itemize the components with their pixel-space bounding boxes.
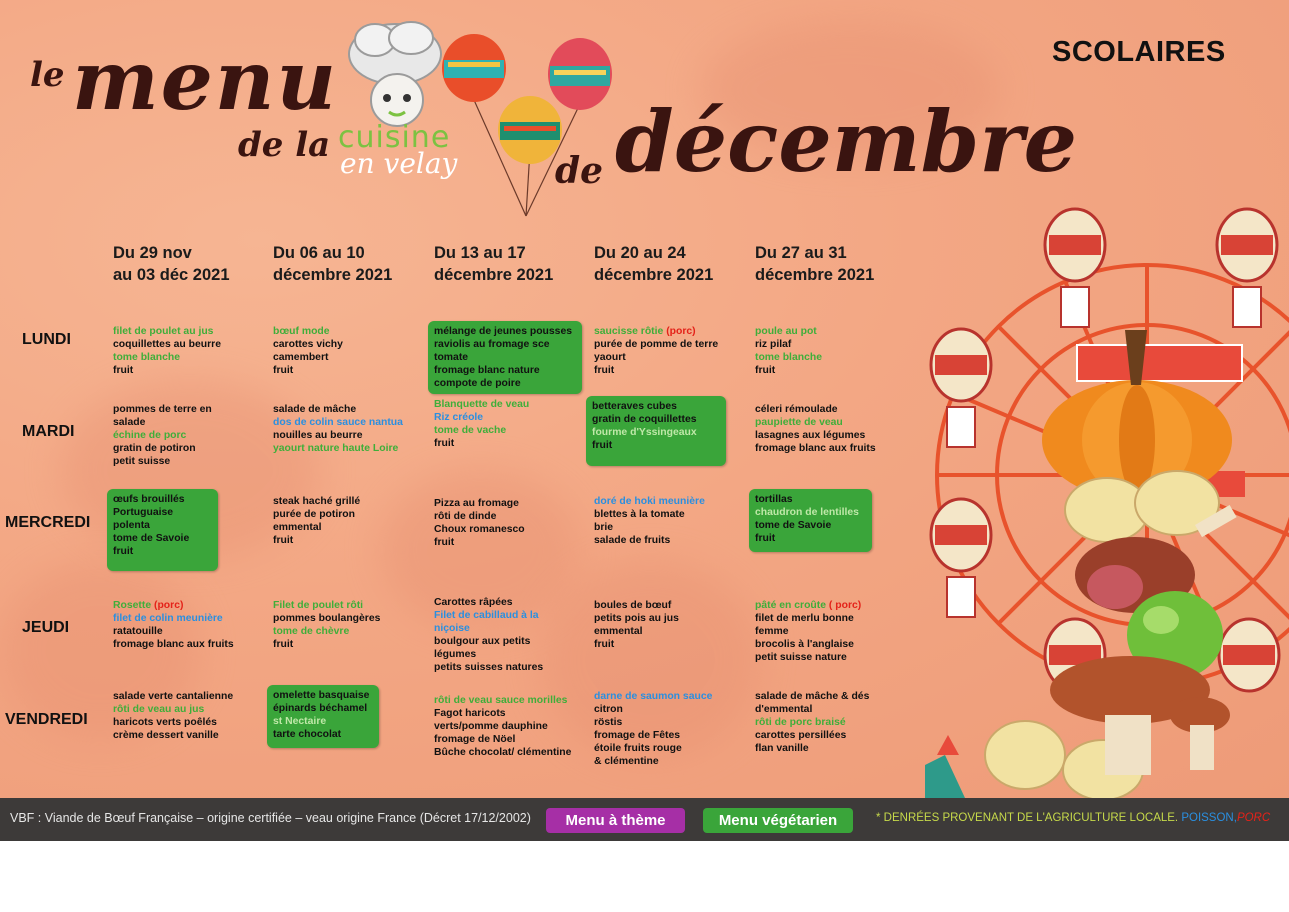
menu-cell-mercredi-w5 <box>749 489 872 552</box>
menu-item: Carottes râpées <box>434 597 513 608</box>
chef-mascot-icon <box>345 18 445 128</box>
menu-item: rôti de veau au jus <box>113 704 205 715</box>
brand-cuisine: cuisine <box>338 120 451 155</box>
week-header-4: Du 20 au 24 décembre 2021 <box>594 244 714 284</box>
menu-item: yaourt nature haute Loire <box>273 443 399 454</box>
day-label-lundi: LUNDI <box>22 331 71 348</box>
menu-item: fruit <box>273 535 294 546</box>
menu-item: purée de potiron <box>273 509 355 520</box>
menu-vegetarian-legend: Menu végétarien <box>703 808 853 833</box>
menu-item: emmental <box>594 626 643 637</box>
menu-item: doré de hoki meunière <box>594 496 705 507</box>
menu-item: coquillettes au beurre <box>113 339 221 350</box>
menu-item: omelette basquaise <box>273 690 370 701</box>
menu-item: œufs brouillés <box>113 494 185 505</box>
menu-item: fruit <box>273 639 294 650</box>
menu-item: dos de colin sauce nantua <box>273 417 403 428</box>
menu-item: steak haché grillé <box>273 496 361 507</box>
menu-item: verts/pomme dauphine <box>434 721 548 732</box>
menu-item: st Nectaire <box>273 716 327 727</box>
menu-item: boules de bœuf <box>594 600 672 611</box>
menu-item: poule au pot <box>755 326 817 337</box>
audience-label: SCOLAIRES <box>1052 36 1226 68</box>
day-label-mardi: MARDI <box>22 423 75 440</box>
menu-item: Choux romanesco <box>434 524 525 535</box>
menu-item: camembert <box>273 352 329 363</box>
menu-item: emmental <box>273 522 322 533</box>
menu-item: citron <box>594 704 623 715</box>
menu-item: pâté en croûte ( porc) <box>755 600 862 611</box>
menu-item: purée de pomme de terre <box>594 339 719 350</box>
menu-item: brie <box>594 522 614 533</box>
menu-item: salade de mâche <box>273 404 357 415</box>
menu-item: mélange de jeunes pousses <box>434 326 573 337</box>
menu-item: salade verte cantalienne <box>113 691 234 702</box>
day-label-vendredi: VENDREDI <box>5 711 88 728</box>
menu-item: fruit <box>594 639 615 650</box>
menu-item: pommes de terre en <box>113 404 212 415</box>
menu-cell-jeudi-w4 <box>594 599 679 651</box>
menu-cell-mardi-w5 <box>755 403 876 455</box>
pork-legend: PORC <box>1236 812 1271 824</box>
menu-item: petit suisse <box>113 456 171 467</box>
menu-item: tome blanche <box>755 352 822 363</box>
menu-item: Blanquette de veau <box>434 399 530 410</box>
menu-item: crème dessert vanille <box>113 730 219 741</box>
menu-item: fruit <box>113 365 134 376</box>
menu-cell-vendredi-w5 <box>755 690 869 755</box>
menu-item: fromage blanc aux fruits <box>113 639 234 650</box>
menu-item: tomate <box>434 352 469 363</box>
menu-item: petits suisses natures <box>434 662 544 673</box>
menu-item: Bûche chocolat/ clémentine <box>434 747 572 758</box>
menu-cell-vendredi-w4 <box>594 690 712 768</box>
title-de-la: de la <box>238 125 331 165</box>
menu-item: bœuf mode <box>273 326 330 337</box>
menu-cell-lundi-w1 <box>113 325 221 377</box>
menu-item: carottes persillées <box>755 730 847 741</box>
title-month: décembre <box>615 92 1078 191</box>
menu-cell-vendredi-w2 <box>267 685 379 748</box>
menu-cell-lundi-w5 <box>755 325 822 377</box>
menu-item: ratatouille <box>113 626 163 637</box>
menu-item: épinards béchamel <box>273 703 368 714</box>
menu-item: rôti de dinde <box>434 511 497 522</box>
day-label-mercredi: MERCREDI <box>5 514 91 531</box>
menu-item: brocolis à l'anglaise <box>755 639 854 650</box>
menu-item: yaourt <box>594 352 626 363</box>
menu-cell-vendredi-w3 <box>434 694 571 759</box>
menu-item: saucisse rôtie (porc) <box>594 326 696 337</box>
menu-item: Filet de poulet rôti <box>273 600 364 611</box>
title-menu: menu <box>72 33 339 129</box>
menu-item: fromage de Nöel <box>434 734 516 745</box>
menu-item: blettes à la tomate <box>594 509 685 520</box>
menu-cell-jeudi-w1 <box>113 599 234 651</box>
menu-item: salade de mâche & dés <box>755 691 870 702</box>
menu-item: fruit <box>113 546 134 557</box>
menu-item: boulgour aux petits <box>434 636 531 647</box>
menu-item: femme <box>755 626 789 637</box>
menu-item: lasagnes aux légumes <box>755 430 866 441</box>
brand-en-velay: en velay <box>340 147 458 180</box>
menu-item: Fagot haricots <box>434 708 506 719</box>
menu-cell-mercredi-w1 <box>107 489 218 571</box>
menu-item: fromage blanc nature <box>434 365 540 376</box>
menu-item: gratin de potiron <box>113 443 196 454</box>
menu-item: flan vanille <box>755 743 809 754</box>
menu-item: polenta <box>113 520 150 531</box>
menu-item: raviolis au fromage sce <box>434 339 550 350</box>
menu-item: chaudron de lentilles <box>755 507 859 518</box>
menu-item: haricots verts poêlés <box>113 717 217 728</box>
menu-cell-mercredi-w4 <box>594 495 705 547</box>
menu-item: tarte chocolat <box>273 729 342 740</box>
menu-item: rôti de porc braisé <box>755 717 846 728</box>
menu-cell-vendredi-w1 <box>113 690 233 742</box>
menu-cell-mardi-w1 <box>113 403 212 468</box>
fish-legend: POISSON, <box>1181 812 1237 824</box>
menu-item: céleri rémoulade <box>755 404 838 415</box>
menu-item: darne de saumon sauce <box>594 691 713 702</box>
menu-item: fromage de Fêtes <box>594 730 681 741</box>
menu-item: salade de fruits <box>594 535 671 546</box>
menu-cell-mardi-w3 <box>434 398 529 450</box>
menu-theme-legend: Menu à thème <box>546 808 685 833</box>
menu-item: fruit <box>755 365 776 376</box>
menu-item: Portuguaise <box>113 507 174 518</box>
local-note: * DENRÉES PROVENANT DE L'AGRICULTURE LOCALE. <box>876 812 1179 824</box>
menu-item: gratin de coquillettes <box>592 414 697 425</box>
menu-item: filet de poulet au jus <box>113 326 214 337</box>
menu-cell-jeudi-w3 <box>434 596 543 674</box>
menu-cell-jeudi-w5 <box>755 599 861 664</box>
day-label-jeudi: JEUDI <box>22 619 70 636</box>
menu-item: fruit <box>434 438 455 449</box>
menu-item: légumes <box>434 649 477 660</box>
menu-item: compote de poire <box>434 378 521 389</box>
menu-item: paupiette de veau <box>755 417 843 428</box>
menu-item: riz pilaf <box>755 339 792 350</box>
menu-item: filet de merlu bonne <box>755 613 854 624</box>
menu-item: rôti de veau sauce morilles <box>434 695 568 706</box>
menu-item: Riz créole <box>434 412 484 423</box>
menu-item: fruit <box>273 365 294 376</box>
menu-item: tome de Savoie <box>755 520 832 531</box>
menu-item: niçoise <box>434 623 470 634</box>
menu-item: betteraves cubes <box>592 401 677 412</box>
week-header-3: Du 13 au 17 décembre 2021 <box>434 244 554 284</box>
menu-item: filet de colin meunière <box>113 613 223 624</box>
menu-item: fruit <box>592 440 613 451</box>
menu-item: échine de porc <box>113 430 187 441</box>
footer-bar <box>0 798 1289 841</box>
menu-item: fourme d'Yssingeaux <box>592 427 697 438</box>
menu-cell-mercredi-w2 <box>273 495 360 547</box>
menu-cell-mardi-w2 <box>273 403 403 455</box>
menu-item: tome de Savoie <box>113 533 190 544</box>
menu-cell-jeudi-w2 <box>273 599 380 651</box>
menu-item: röstis <box>594 717 623 728</box>
menu-item: fruit <box>755 533 776 544</box>
menu-item: & clémentine <box>594 756 659 767</box>
menu-item: Filet de cabillaud à la <box>434 610 539 621</box>
menu-item: Rosette (porc) <box>113 600 184 611</box>
menu-item: salade <box>113 417 146 428</box>
menu-item: tome de vache <box>434 425 507 436</box>
menu-item: pommes boulangères <box>273 613 381 624</box>
title-de: de <box>555 150 604 192</box>
menu-item: Pizza au fromage <box>434 498 519 509</box>
week-header-2: Du 06 au 10 décembre 2021 <box>273 244 393 284</box>
menu-item: carottes vichy <box>273 339 343 350</box>
menu-cell-lundi-w4 <box>594 325 718 377</box>
title-le: le <box>30 55 65 95</box>
menu-item: étoile fruits rouge <box>594 743 682 754</box>
menu-item: fruit <box>434 537 455 548</box>
menu-item: fromage blanc aux fruits <box>755 443 876 454</box>
menu-cell-mercredi-w3 <box>434 497 525 549</box>
menu-item: tome de chèvre <box>273 626 350 637</box>
balloon-gondola <box>1045 209 1105 327</box>
menu-cell-lundi-w3 <box>428 321 582 394</box>
menu-cell-lundi-w2 <box>273 325 343 377</box>
menu-item: petit suisse nature <box>755 652 847 663</box>
menu-item: petits pois au jus <box>594 613 679 624</box>
vbf-note: VBF : Viande de Bœuf Française – origine certifiée – veau origine France (Décret 17/12/2002) <box>10 811 531 825</box>
menu-item: nouilles au beurre <box>273 430 363 441</box>
menu-cell-mardi-w4 <box>586 396 726 466</box>
menu-item: tortillas <box>755 494 793 505</box>
local-agriculture-legend <box>876 812 1270 824</box>
ferris-wheel-icon <box>925 195 1289 798</box>
menu-item: tome blanche <box>113 352 180 363</box>
menu-item: fruit <box>594 365 615 376</box>
week-header-1: Du 29 nov au 03 déc 2021 <box>113 244 230 284</box>
week-header-5: Du 27 au 31 décembre 2021 <box>755 244 875 284</box>
menu-item: d'emmental <box>755 704 813 715</box>
